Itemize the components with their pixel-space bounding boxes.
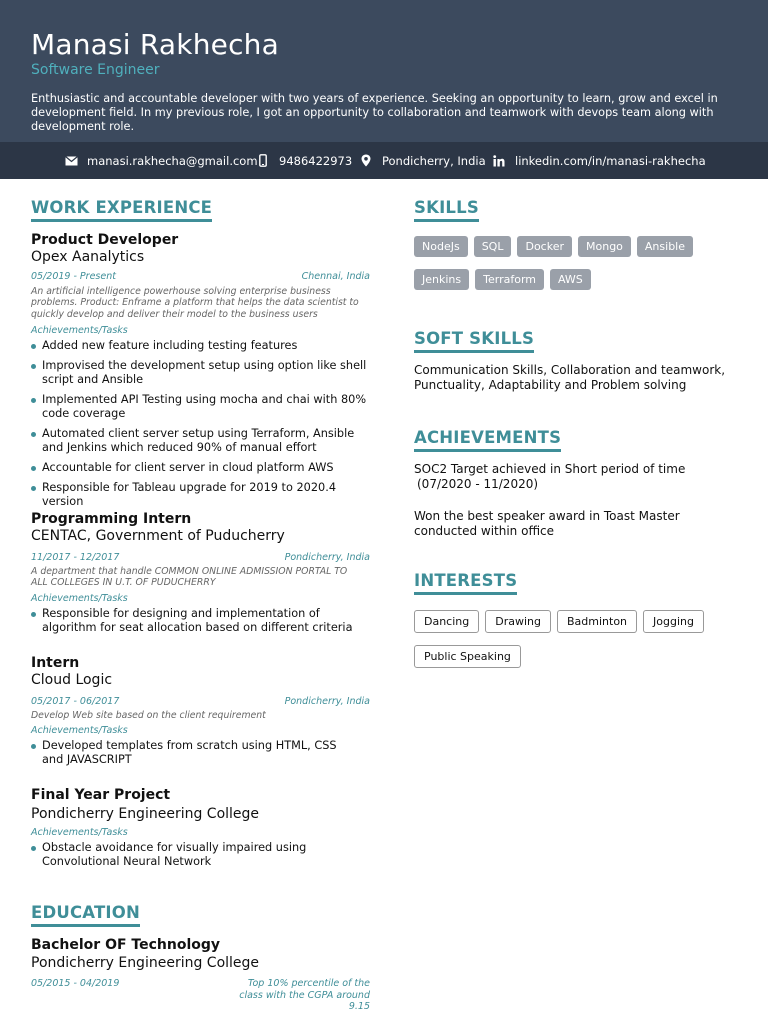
job-title: Intern — [31, 655, 80, 671]
job-dates: 11/2017 - 12/2017 — [31, 552, 120, 563]
job-organization: Pondicherry Engineering College — [31, 806, 260, 822]
education-dates: 05/2015 - 04/2019 — [31, 978, 120, 989]
map-pin-icon — [359, 154, 373, 168]
interest-tag: Drawing — [485, 610, 551, 633]
job-title: Programming Intern — [31, 511, 192, 527]
job-location: Pondicherry, India — [284, 552, 370, 563]
skills-heading: SKILLS — [414, 198, 479, 222]
work-experience-heading: WORK EXPERIENCE — [31, 198, 212, 222]
achievement-item: Won the best speaker award in Toast Master conducted within office — [414, 509, 680, 538]
job-dates: 05/2017 - 06/2017 — [31, 696, 120, 707]
achievements-label: Achievements/Tasks — [31, 827, 128, 838]
contact-email-text: manasi.rakhecha@gmail.com — [87, 153, 258, 168]
task-item: Responsible for Tableau upgrade for 2019 to 2020.4 version — [31, 481, 376, 509]
contact-phone-text: 9486422973 — [279, 153, 353, 168]
job-task-list — [31, 841, 371, 869]
task-item: Accountable for client server in cloud platform AWS — [31, 461, 376, 475]
job-task-list — [31, 739, 351, 767]
job-description: A department that handle COMMON ONLINE ADMISSION PORTAL TO ALL COLLEGES IN U.T. OF PUDUCHERRY — [31, 566, 348, 589]
education-heading: EDUCATION — [31, 903, 140, 927]
task-item: Implemented API Testing using mocha and chai with 80% code coverage — [31, 393, 376, 421]
job-title: Product Developer — [31, 232, 179, 248]
achievements-label: Achievements/Tasks — [31, 725, 128, 736]
phone-icon — [256, 154, 270, 168]
linkedin-icon — [492, 154, 506, 168]
summary-text: Enthusiastic and accountable developer with two years of experience. Seeking an opportunity to learn, grow and excel in development field. In my previous role, I got an opportunity to collaboration and teamwork with devops team along with development role. — [31, 92, 718, 133]
job-location: Pondicherry, India — [284, 696, 370, 707]
job-title: Final Year Project — [31, 787, 171, 803]
resume-header — [0, 0, 768, 142]
contact-location — [359, 142, 486, 179]
contact-email[interactable] — [64, 142, 258, 179]
interests-row — [414, 645, 521, 668]
interest-tag: Dancing — [414, 610, 479, 633]
candidate-name: Manasi Rakhecha — [31, 28, 279, 61]
achievements-label: Achievements/Tasks — [31, 325, 128, 336]
contact-phone[interactable] — [256, 142, 352, 179]
task-item: Developed templates from scratch using HTML, CSS and JAVASCRIPT — [31, 739, 351, 767]
contact-location-text: Pondicherry, India — [382, 153, 486, 168]
task-item: Added new feature including testing features — [31, 339, 376, 353]
task-item: Responsible for designing and implementation of algorithm for seat allocation based on different criteria — [31, 607, 376, 635]
job-dates: 05/2019 - Present — [31, 271, 116, 282]
contact-linkedin[interactable] — [492, 142, 706, 179]
skill-tag: Mongo — [578, 236, 631, 257]
envelope-icon — [64, 154, 78, 168]
contact-bar — [0, 142, 768, 179]
interests-heading: INTERESTS — [414, 571, 517, 595]
job-description: Develop Web site based on the client requirement — [31, 710, 266, 721]
interest-tag: Badminton — [557, 610, 637, 633]
skill-tag: Terraform — [475, 269, 544, 290]
job-location: Chennai, India — [301, 271, 370, 282]
skill-tag: Ansible — [637, 236, 693, 257]
interest-tag: Public Speaking — [414, 645, 521, 668]
job-description: An artificial intelligence powerhouse solving enterprise business problems. Product: Enframe a platform that helps the data scientist to quickly develop and deliver their model to the business users — [31, 286, 359, 320]
interest-tag: Jogging — [643, 610, 704, 633]
degree-title: Bachelor OF Technology — [31, 937, 221, 953]
education-note: Top 10% percentile of the class with the CGPA around 9.15 — [239, 978, 370, 1012]
skill-tag: AWS — [550, 269, 591, 290]
skill-tag: NodeJs — [414, 236, 468, 257]
task-item: Obstacle avoidance for visually impaired using Convolutional Neural Network — [31, 841, 371, 869]
task-item: Improvised the development setup using option like shell script and Ansible — [31, 359, 376, 387]
candidate-role: Software Engineer — [31, 62, 160, 78]
skill-tag: Jenkins — [414, 269, 469, 290]
interests-row — [414, 610, 704, 633]
achievements-label: Achievements/Tasks — [31, 593, 128, 604]
contact-linkedin-text: linkedin.com/in/manasi-rakhecha — [515, 153, 706, 168]
skill-tag: Docker — [517, 236, 572, 257]
soft-skills-heading: SOFT SKILLS — [414, 329, 534, 353]
skills-row — [414, 269, 591, 290]
job-organization: Cloud Logic — [31, 672, 113, 688]
achievement-item: SOC2 Target achieved in Short period of time — [414, 462, 686, 476]
job-organization: Opex Aanalytics — [31, 249, 145, 265]
skill-tag: SQL — [474, 236, 512, 257]
soft-skills-text: Communication Skills, Collaboration and teamwork, Punctuality, Adaptability and Problem solving — [414, 363, 726, 392]
job-organization: CENTAC, Government of Puducherry — [31, 528, 285, 544]
skills-row — [414, 236, 693, 257]
job-task-list — [31, 607, 376, 635]
task-item: Automated client server setup using Terraform, Ansible and Jenkins which reduced 90% of manual effort — [31, 427, 376, 455]
school-name: Pondicherry Engineering College — [31, 955, 260, 971]
achievements-heading: ACHIEVEMENTS — [414, 428, 561, 452]
job-task-list — [31, 339, 376, 509]
achievement-dates: (07/2020 - 11/2020) — [417, 477, 539, 491]
